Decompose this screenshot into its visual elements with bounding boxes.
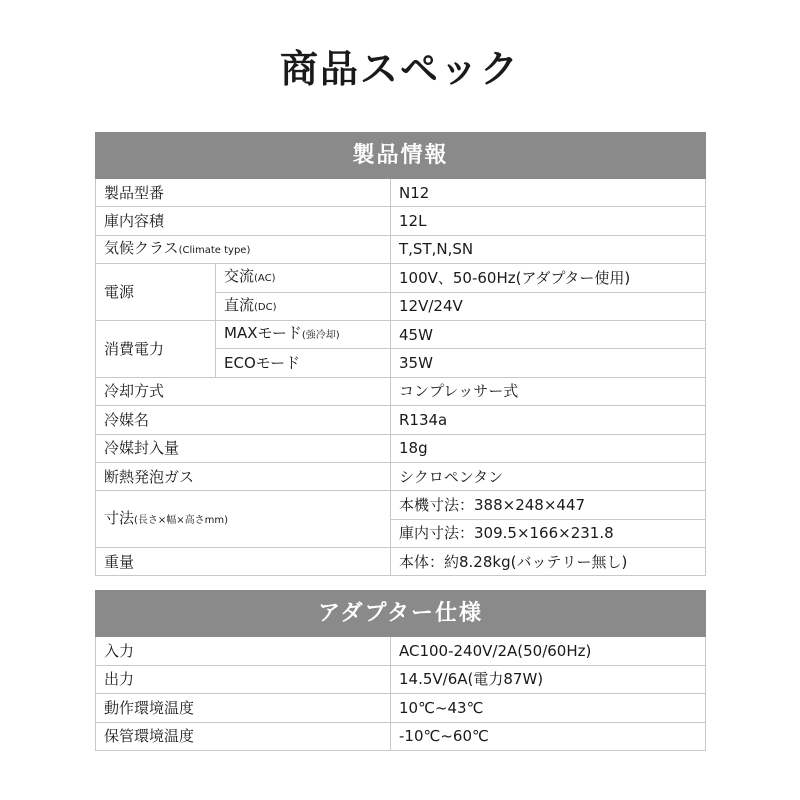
spec-sublabel-cell bbox=[216, 264, 391, 292]
spec-sublabel-note: (AC) bbox=[254, 273, 276, 285]
spec-label-note: (長さ×幅×高さmm) bbox=[134, 514, 229, 526]
spec-label: 気候クラス bbox=[104, 238, 179, 257]
spec-label: 庫内容積 bbox=[96, 207, 391, 235]
spec-value: 本体：約8.28kg(バッテリー無し) bbox=[391, 548, 706, 576]
spec-label-cell bbox=[96, 235, 391, 263]
spec-value: 100V、50-60Hz(アダプター使用) bbox=[391, 264, 706, 292]
adapter-spec-header: アダプター仕様 bbox=[96, 591, 706, 637]
spec-label-cell bbox=[96, 491, 391, 548]
spec-value: 14.5V/6A(電力87W) bbox=[391, 665, 706, 694]
product-info-table bbox=[95, 132, 706, 576]
spec-value: コンプレッサー式 bbox=[391, 377, 706, 405]
spec-value: N12 bbox=[391, 179, 706, 207]
page-title: 商品スペック bbox=[279, 47, 520, 91]
table-row bbox=[96, 434, 706, 462]
spec-value: シクロペンタン bbox=[391, 462, 706, 490]
spec-value: 12L bbox=[391, 207, 706, 235]
spec-value: 12V/24V bbox=[391, 292, 706, 320]
table-row bbox=[96, 722, 706, 751]
spec-sublabel: ECOモード bbox=[216, 349, 391, 377]
spec-label: 断熱発泡ガス bbox=[96, 462, 391, 490]
table-row bbox=[96, 491, 706, 519]
adapter-spec-table bbox=[95, 590, 706, 751]
spec-label: 冷却方式 bbox=[96, 377, 391, 405]
spec-value: 45W bbox=[391, 320, 706, 348]
spec-sublabel: 直流 bbox=[224, 295, 255, 314]
spec-label: 製品型番 bbox=[96, 179, 391, 207]
spec-sublabel: MAXモード bbox=[224, 324, 302, 343]
spec-value: 18g bbox=[391, 434, 706, 462]
spec-label: 動作環境温度 bbox=[96, 694, 391, 723]
table-row bbox=[96, 264, 706, 292]
spec-label: 寸法 bbox=[104, 508, 135, 527]
spec-sublabel-note: (強冷却) bbox=[301, 330, 340, 342]
spec-value: -10℃~60℃ bbox=[391, 722, 706, 751]
spec-label: 出力 bbox=[96, 665, 391, 694]
spec-sublabel-cell bbox=[216, 292, 391, 320]
spec-value: 35W bbox=[391, 349, 706, 377]
table-row bbox=[96, 406, 706, 434]
table-row bbox=[96, 179, 706, 207]
spec-sublabel-cell bbox=[216, 320, 391, 348]
table-row bbox=[96, 548, 706, 576]
spec-label: 冷媒封入量 bbox=[96, 434, 391, 462]
spec-value: 本機寸法：388×248×447 bbox=[391, 491, 706, 519]
spec-sublabel: 交流 bbox=[224, 267, 255, 286]
table-row bbox=[96, 377, 706, 405]
spec-label: 電源 bbox=[96, 264, 216, 321]
table-row bbox=[96, 462, 706, 490]
spec-label: 消費電力 bbox=[96, 320, 216, 377]
table-row bbox=[96, 637, 706, 666]
table-row bbox=[96, 665, 706, 694]
table-row bbox=[96, 207, 706, 235]
spec-value: 10℃~43℃ bbox=[391, 694, 706, 723]
spec-label-note: (Climate type) bbox=[178, 244, 251, 256]
spec-value: 庫内寸法：309.5×166×231.8 bbox=[391, 519, 706, 547]
spec-label: 冷媒名 bbox=[96, 406, 391, 434]
spec-label: 保管環境温度 bbox=[96, 722, 391, 751]
spec-value: R134a bbox=[391, 406, 706, 434]
table-row bbox=[96, 694, 706, 723]
spec-label: 重量 bbox=[96, 548, 391, 576]
table-row bbox=[96, 235, 706, 263]
product-info-header: 製品情報 bbox=[96, 133, 706, 179]
spec-sublabel-note: (DC) bbox=[254, 301, 277, 313]
spec-value: T,ST,N,SN bbox=[391, 235, 706, 263]
spec-label: 入力 bbox=[96, 637, 391, 666]
spec-value: AC100-240V/2A(50/60Hz) bbox=[391, 637, 706, 666]
table-row bbox=[96, 320, 706, 348]
